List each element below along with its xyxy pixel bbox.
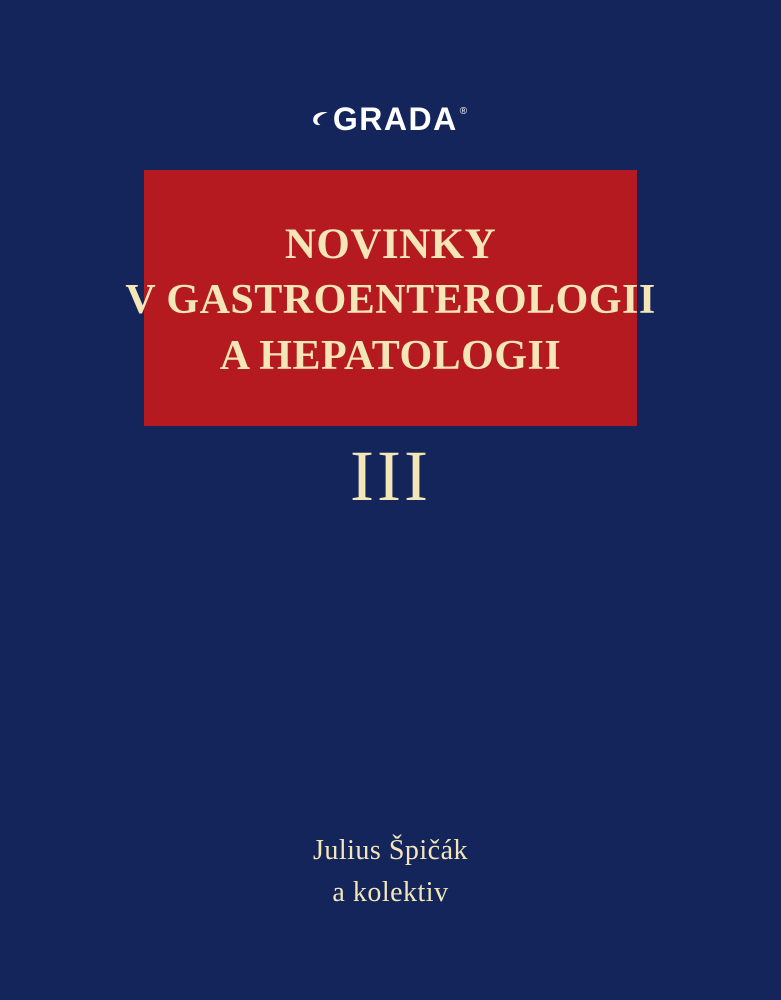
publisher-name: GRADA xyxy=(332,101,458,137)
title-line-1: NOVINKY xyxy=(284,220,497,268)
title-line-2: V GASTROENTEROLOGII xyxy=(125,276,656,323)
volume-number: III xyxy=(350,436,431,516)
title-line-3: A HEPATOLOGII xyxy=(219,332,562,379)
trademark-symbol: ® xyxy=(459,106,468,117)
title-panel xyxy=(125,170,656,426)
author-secondary: a kolektiv xyxy=(332,877,449,908)
publisher-logo xyxy=(0,103,781,135)
author-primary: Julius Špičák xyxy=(312,835,469,866)
publisher-logo-lockup xyxy=(312,103,469,135)
grada-leaf-icon xyxy=(312,110,329,127)
author-block xyxy=(0,830,781,914)
